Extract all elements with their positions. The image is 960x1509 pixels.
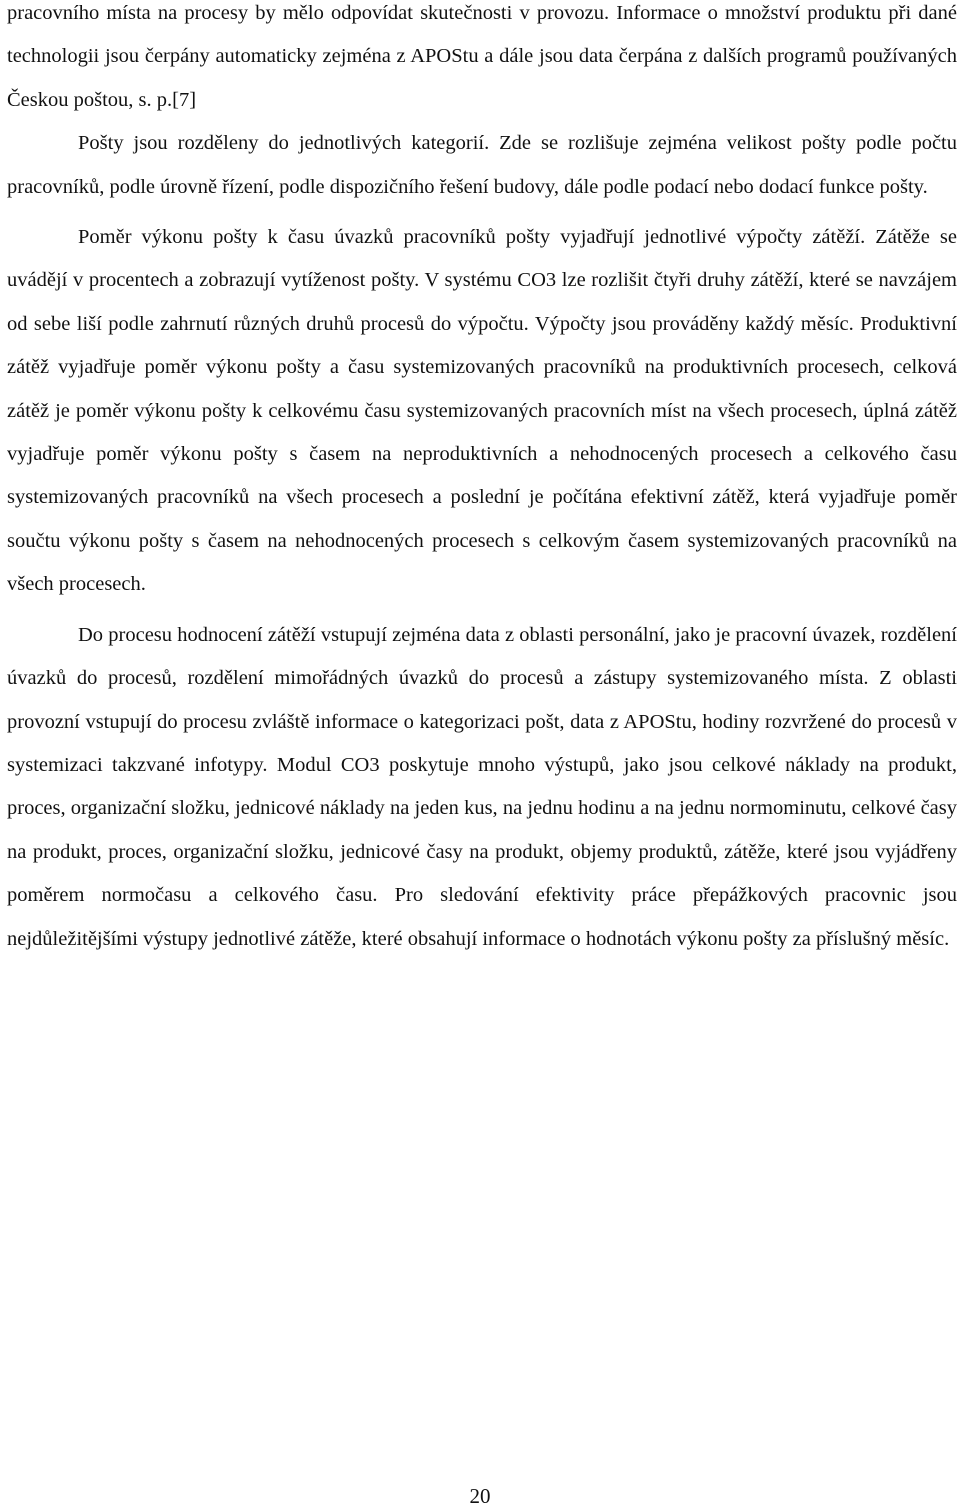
paragraph-post-categories: Pošty jsou rozděleny do jednotlivých kategorií. Zde se rozlišuje zejména velikost pošty podle počtu pracovníků, podle úrovně řízení, podle dispozičního řešení budovy, dále podle podací nebo dodací funkce pošty. bbox=[7, 132, 957, 198]
paragraph-continuation: pracovního místa na procesy by mělo odpovídat skutečnosti v provozu. Informace o množství produktu při dané technologii jsou čerpány automaticky zejména z APOStu a dále jsou data čerpána z dalších programů používaných Českou poštou, s. p.[7] bbox=[7, 2, 957, 111]
paragraph-load-calculations: Poměr výkonu pošty k času úvazků pracovníků pošty vyjadřují jednotlivé výpočty zátěží. Zátěže se uvádějí v procentech a zobrazují vytíženost pošty. V systému CO3 lze rozlišit čtyři druhy zátěží, které se navzájem od sebe liší podle zahrnutí různých druhů procesů do výpočtu. Výpočty jsou prováděny každý měsíc. Produktivní zátěž vyjadřuje poměr výkonu pošty a času systemizovaných pracovníků na produktivních procesech, celková zátěž je poměr výkonu pošty k celkovému času systemizovaných pracovních míst na všech procesech, úplná zátěž vyjadřuje poměr výkonu pošty s časem na neproduktivních a nehodnocených procesech a celkového času systemizovaných pracovníků na všech procesech a poslední je počítána efektivní zátěž, která vyjadřuje poměr součtu výkonu pošty s časem na nehodnocených procesech s celkovým časem systemizovaných pracovníků na všech procesech. bbox=[7, 226, 957, 596]
page-number: 20 bbox=[469, 1484, 491, 1508]
paragraph-evaluation-inputs: Do procesu hodnocení zátěží vstupují zejména data z oblasti personální, jako je pracovní úvazek, rozdělení úvazků do procesů, rozdělení mimořádných úvazků do procesů a zástupy systemizovaného místa. Z oblasti provozní vstupují do procesu zvláště informace o kategorizaci pošt, data z APOStu, hodiny rozvržené do procesů v systemizaci takzvané infotypy. Modul CO3 poskytuje mnoho výstupů, jako jsou celkové náklady na produkt, proces, organizační složku, jednicové náklady na jeden kus, na jednu hodinu a na jednu normominutu, celkové časy na produkt, proces, organizační složku, jednicové časy na produkt, objemy produktů, zátěže, které jsou vyjádřeny poměrem normočasu a celkového času. Pro sledování efektivity práce přepážkových pracovnic jsou nejdůležitějšími výstupy jednotlivé zátěže, které obsahují informace o hodnotách výkonu pošty za příslušný měsíc. bbox=[7, 623, 957, 950]
document-page bbox=[7, 0, 957, 961]
